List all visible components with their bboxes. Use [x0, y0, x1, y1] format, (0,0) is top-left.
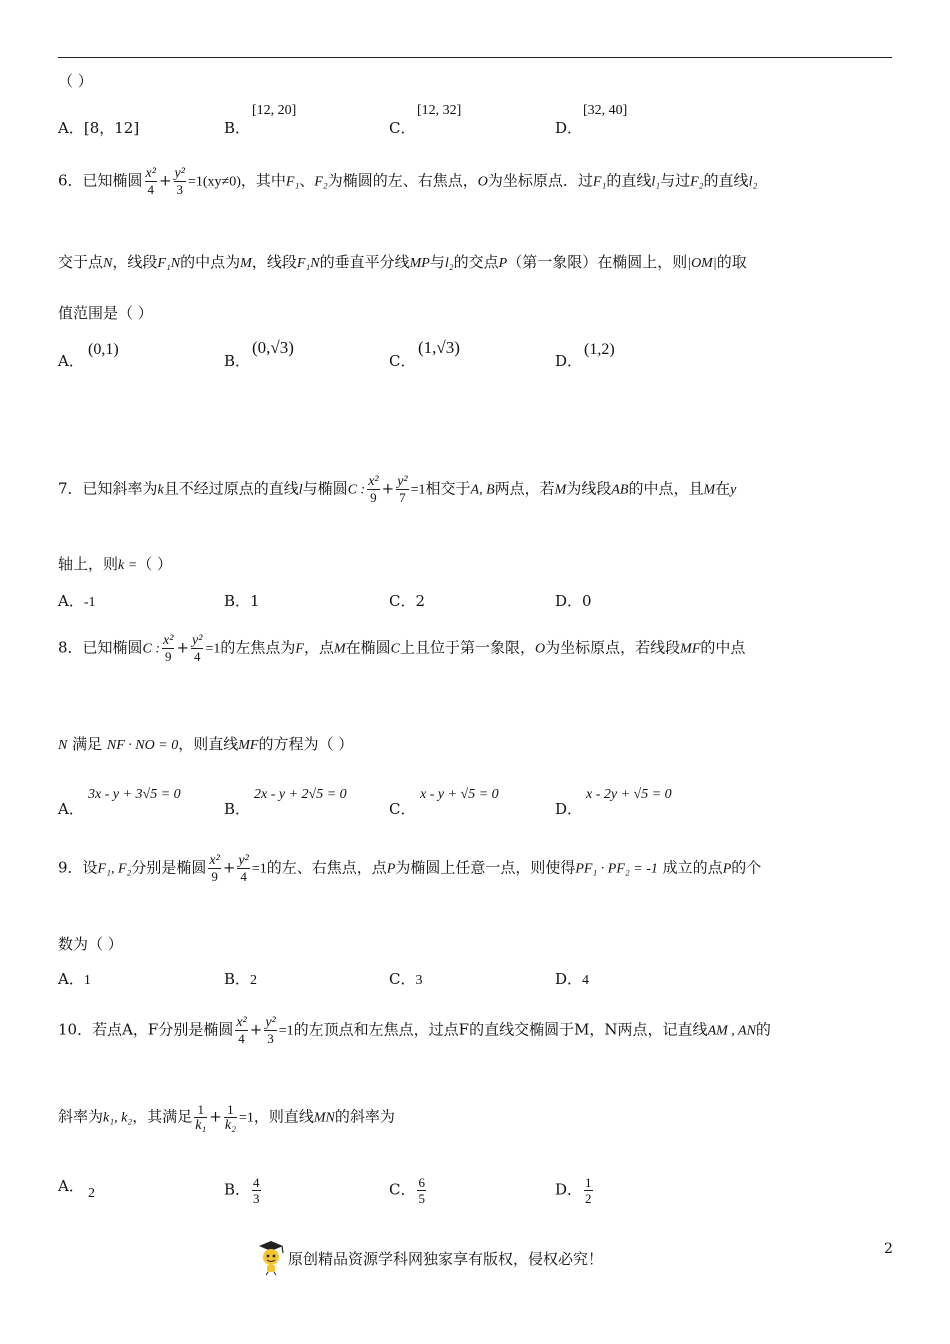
q7-stem-line2: 轴上，则k =（ ）	[58, 555, 172, 573]
mascot-icon	[256, 1240, 286, 1276]
q6-opt-a-value: (0,1)	[88, 341, 119, 358]
footer	[256, 1240, 603, 1276]
q10-opt-c-frac: $\frac{6}{5}$	[418, 1175, 425, 1206]
q6-opt-c-value: (1,√3)	[418, 338, 460, 357]
q9-stem-line1: 9．设F₁, F₂分别是椭圆 $\frac{\text{x²}}{9}$ + $\frac{\text{y²}}{4}$ =1的左、右焦点，点P为椭圆上任意一点，则使得PF₁ · PF₂ = -1 成立的点P的个	[58, 853, 762, 884]
q5-opt-a-label: A．	[58, 119, 84, 137]
q6-equation: =1(xy≠0)	[187, 174, 241, 190]
page-number: 2	[884, 1241, 893, 1257]
q6-opt-d-value: (1,2)	[584, 341, 615, 358]
header-rule	[58, 57, 892, 58]
q6-stem-line2: 交于点N，线段F₁N的中点为M，线段F₁N的垂直平分线MP与l₂的交点P（第一象限）在椭圆上，则|OM|的取	[58, 253, 747, 271]
q10-stem-line1: 10．若点A，F分别是椭圆 $\frac{\text{x²}}{4}$ + $\frac{\text{y²}}{3}$ =1的左顶点和左焦点，过点F的直线交椭圆于M，N两点，记直线AM , AN的	[58, 1015, 771, 1046]
q5-opt-c-value: [12, 32]	[417, 103, 462, 118]
q10-opt-d-frac: $\frac{1}{2}$	[585, 1175, 592, 1206]
q8-opt-d-value: x - 2y + √5 = 0	[586, 787, 672, 802]
q6-frac-x: $\frac{\text{x²}}{4}$	[145, 166, 156, 197]
q5-paren: （ ）	[58, 72, 93, 90]
q6-stem-line3: 值范围是（ ）	[58, 304, 153, 322]
q5-opt-d-label: D．	[555, 119, 583, 137]
q6-number: 6．已知椭圆	[58, 171, 143, 190]
q8-opt-a-value: 3x - y + 3√5 = 0	[88, 787, 181, 802]
q5-opt-d-value: [32, 40]	[583, 103, 628, 118]
q5-opt-c-label: C．	[389, 119, 416, 137]
q9-stem-line2: 数为（ ）	[58, 935, 123, 953]
q6-stem-line1: 6．已知椭圆 $\frac{\text{x²}}{4}$ + $\frac{\text{y²}}{3}$ =1(xy≠0)，其中F₁、F₂为椭圆的左、右焦点，O为坐标原点．过F₁的直线l₁与过F₂的直线l₂	[58, 166, 758, 197]
q8-opt-b-value: 2x - y + 2√5 = 0	[254, 787, 347, 802]
q6-opt-b-value: (0,√3)	[252, 338, 294, 357]
q5-opt-b-label: B．	[224, 119, 251, 137]
q5-opt-b-value: [12, 20]	[252, 103, 297, 118]
q10-opt-b-frac: $\frac{4}{3}$	[253, 1175, 260, 1206]
footer-text: 原创精品资源学科网独家享有版权，侵权必究！	[288, 1249, 604, 1268]
q8-opt-c-value: x - y + √5 = 0	[420, 787, 499, 802]
q7-stem-line1: 7．已知斜率为k且不经过原点的直线l与椭圆C : $\frac{\text{x²}}{9}$ + $\frac{\text{y²}}{7}$ =1相交于A, B两点，若M为线段AB的中点，且M在y	[58, 474, 737, 505]
q8-stem-line1: 8．已知椭圆C : $\frac{\text{x²}}{9}$ + $\frac{\text{y²}}{4}$ =1的左焦点为F，点M在椭圆C上且位于第一象限，O为坐标原点，若线段MF的中点	[58, 633, 746, 664]
q6-frac-y: $\frac{\text{y²}}{3}$	[174, 166, 185, 197]
q5-opt-a-value: [8，12]	[83, 119, 140, 137]
q10-stem-line2: 斜率为k₁, k₂，其满足 $\frac{1}{\text{k₁}}$ + $\frac{1}{\text{k₂}}$ =1，则直线MN的斜率为	[58, 1102, 395, 1133]
q10-opt-a-value: 2	[88, 1186, 95, 1201]
q8-stem-line2: N 满足 NF · NO = 0，则直线MF的方程为（ ）	[58, 735, 354, 753]
